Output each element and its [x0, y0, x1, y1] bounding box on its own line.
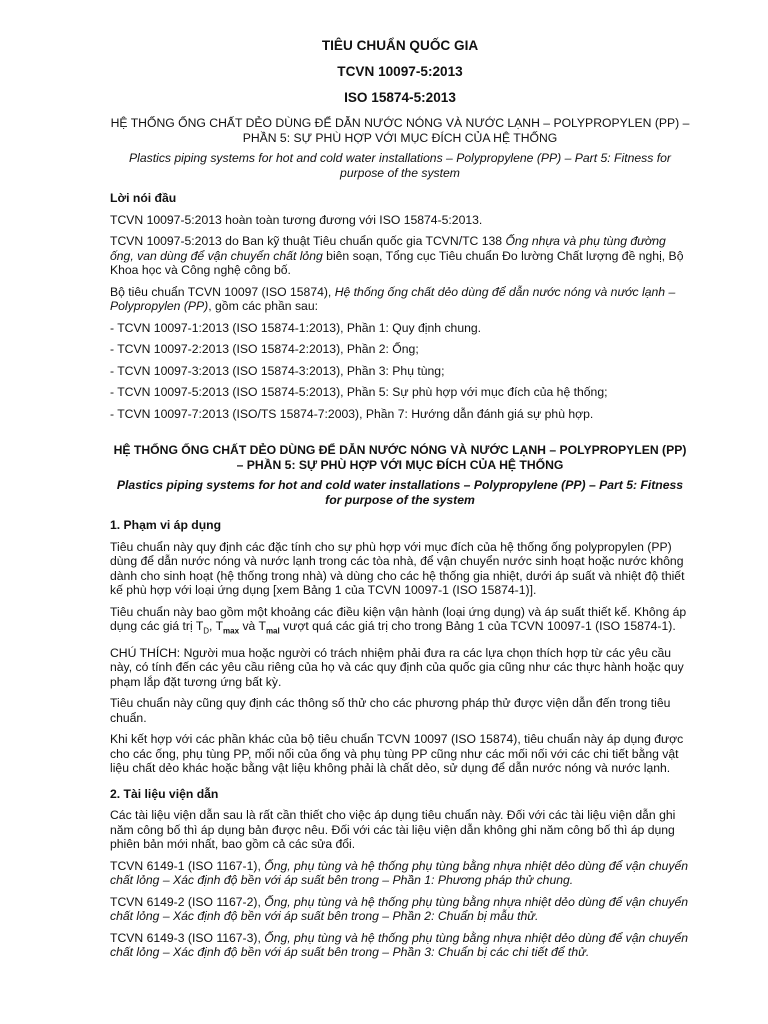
section-1-paragraph-1: Tiêu chuẩn này quy định các đặc tính cho sự phù hợp với mục đích của hệ thống ống polypropylen (PP) dùng để dẫn nước nóng và nước lạnh trong các tòa nhà, để vận chuyển nước sinh hoạt hoặc nước không dành cho sinh hoạt (hệ thống trong nhà) và dùng cho các hệ thống gia nhiệt, dưới áp suất và nhiệt độ thiết kế phù hợp với loại ứng dụng [xem Bảng 1 của TCVN 10097-1 (ISO 15874-1)]. — [110, 539, 685, 597]
reference-title: Ống, phụ tùng và hệ thống phụ tùng bằng nhựa nhiệt dẻo dùng để vận chuyển chất lỏng – Xác định độ bền với áp suất bên trong – Phần 2: Chuẩn bị mẫu thử. — [110, 894, 689, 924]
s1p2-text-b: , T — [209, 619, 224, 633]
part-list-item: - TCVN 10097-7:2013 (ISO/TS 15874-7:2003), Phần 7: Hướng dẫn đánh giá sự phù hợp. — [110, 406, 594, 421]
s1p2-sub-max: max — [223, 626, 240, 636]
s1p2-sub-mal: mal — [265, 626, 280, 636]
doc-code: TCVN 10097-5:2013 — [337, 64, 463, 79]
reference-code: TCVN 6149-3 (ISO 1167-3), — [110, 930, 265, 945]
reference-item — [110, 859, 690, 888]
body-title-vi: HỆ THỐNG ỐNG CHẤT DẺO DÙNG ĐỂ DẪN NƯỚC NÓNG VÀ NƯỚC LẠNH – POLYPROPYLEN (PP) – PHẦN 5: SỰ PHÙ HỢP VỚI MỤC ĐÍCH CỦA HỆ THỐNG — [113, 443, 687, 472]
foreword-paragraph-1: TCVN 10097-5:2013 hoàn toàn tương đương với ISO 15874-5:2013. — [110, 212, 483, 227]
s1p2-sub-d: D — [203, 626, 210, 636]
reference-item — [110, 895, 690, 924]
section-1-paragraph-2 — [110, 605, 690, 639]
foreword-p2-committee: Ống nhựa và phụ tùng đường ống, van dùng để vận chuyển chất lỏng — [110, 234, 666, 263]
section-2-paragraph-1: Các tài liệu viện dẫn sau là rất cần thiết cho việc áp dụng tiêu chuẩn này. Đối với các tài liệu viện dẫn ghi năm công bố thì áp dụng bản được nêu. Đối với các tài liệu viện dẫn không ghi năm công bố thì áp dụng phiên bản mới nhất, bao gồm cả các sửa đổi. — [110, 808, 676, 852]
s1p2-text-c: và T — [239, 619, 266, 633]
foreword-p2-text-c: biên soạn, Tổng cục Tiêu chuẩn Đo lường Chất lượng đề nghị, Bộ Khoa học và Công nghệ công bố. — [110, 248, 684, 277]
doc-subtitle-vi: HỆ THỐNG ỐNG CHẤT DẺO DÙNG ĐỂ DẪN NƯỚC NÓNG VÀ NƯỚC LẠNH – POLYPROPYLEN (PP) – PHẦN 5: SỰ PHÙ HỢP VỚI MỤC ĐÍCH CỦA HỆ THỐNG — [110, 116, 690, 145]
document-page — [110, 38, 690, 960]
foreword-paragraph-2 — [110, 234, 690, 278]
body-title-en: Plastics piping systems for hot and cold water installations – Polypropylene (PP) – Part 5: Fitness for purpose of the system — [116, 478, 684, 507]
foreword-p3-series-title: Hệ thống ống chất dẻo dùng để dẫn nước nóng và nước lạnh – Polypropylen (PP) — [110, 284, 676, 313]
part-list-item: - TCVN 10097-1:2013 (ISO 15874-1:2013), Phần 1: Quy định chung. — [110, 320, 482, 335]
section-2-heading: 2. Tài liệu viện dẫn — [110, 786, 219, 801]
foreword-p3-text-a: Bộ tiêu chuẩn TCVN 10097 (ISO 15874), — [110, 284, 335, 299]
reference-item — [110, 931, 690, 960]
doc-iso: ISO 15874-5:2013 — [344, 90, 456, 105]
part-list-item: - TCVN 10097-2:2013 (ISO 15874-2:2013), Phần 2: Ống; — [110, 342, 419, 356]
foreword-heading: Lời nói đầu — [110, 191, 177, 205]
reference-title: Ống, phụ tùng và hệ thống phụ tùng bằng nhựa nhiệt dẻo dùng để vận chuyển chất lỏng – Xác định độ bền với áp suất bên trong – Phần 3: Chuẩn bị các chi tiết để thử. — [110, 930, 689, 960]
s1p2-text-d: vượt quá các giá trị cho trong Bảng 1 của TCVN 10097-1 (ISO 15874-1). — [279, 619, 676, 633]
section-1-paragraph-4: Khi kết hợp với các phần khác của bộ tiêu chuẩn TCVN 10097 (ISO 15874), tiêu chuẩn này áp dụng được cho các ống, phụ tùng PP, mối nối của ống và phụ tùng PP cũng như các mối nối với các chi tiết bằng vật liệu chất dẻo khác hoặc bằng vật liệu không phải là chất dẻo, sử dụng để dẫn nước nóng và nước lạnh. — [110, 732, 684, 776]
doc-subtitle-en: Plastics piping systems for hot and cold water installations – Polypropylene (PP) – Part 5: Fitness for purpose of the system — [129, 151, 671, 180]
part-list-item: - TCVN 10097-5:2013 (ISO 15874-5:2013), Phần 5: Sự phù hợp với mục đích của hệ thống; — [110, 385, 608, 399]
section-1-note: CHÚ THÍCH: Người mua hoặc người có trách nhiệm phải đưa ra các lựa chọn thích hợp từ các yêu cầu này, có tính đến các yêu cầu riêng của họ và các quy định của quốc gia cũng như các thực hành hoặc quy phạm lắp đặt tương ứng bất kỳ. — [110, 645, 684, 689]
section-1-paragraph-3: Tiêu chuẩn này cũng quy định các thông số thử cho các phương pháp thử được viện dẫn đến trong tiêu chuẩn. — [110, 696, 671, 725]
reference-code: TCVN 6149-1 (ISO 1167-1), — [110, 858, 265, 873]
doc-title: TIÊU CHUẨN QUỐC GIA — [321, 38, 479, 53]
section-1-heading: 1. Phạm vi áp dụng — [110, 518, 222, 532]
s1p2-text-a: Tiêu chuẩn này bao gồm một khoảng các điều kiện vận hành (loại ứng dụng) và áp suất thiết kế. Không áp dụng các giá trị T — [110, 604, 687, 633]
part-list-item: - TCVN 10097-3:2013 (ISO 15874-3:2013), Phần 3: Phụ tùng; — [110, 363, 445, 378]
foreword-paragraph-3 — [110, 285, 690, 314]
foreword-p2-text-a: TCVN 10097-5:2013 do Ban kỹ thuật Tiêu chuẩn quốc gia TCVN/TC 138 — [110, 234, 506, 248]
reference-code: TCVN 6149-2 (ISO 1167-2), — [110, 894, 265, 909]
foreword-p3-text-c: , gồm các phần sau: — [208, 299, 318, 313]
reference-title: Ống, phụ tùng và hệ thống phụ tùng bằng nhựa nhiệt dẻo dùng để vận chuyển chất lỏng – Xác định độ bền với áp suất bên trong – Phần 1: Phương pháp thử chung. — [110, 858, 689, 888]
